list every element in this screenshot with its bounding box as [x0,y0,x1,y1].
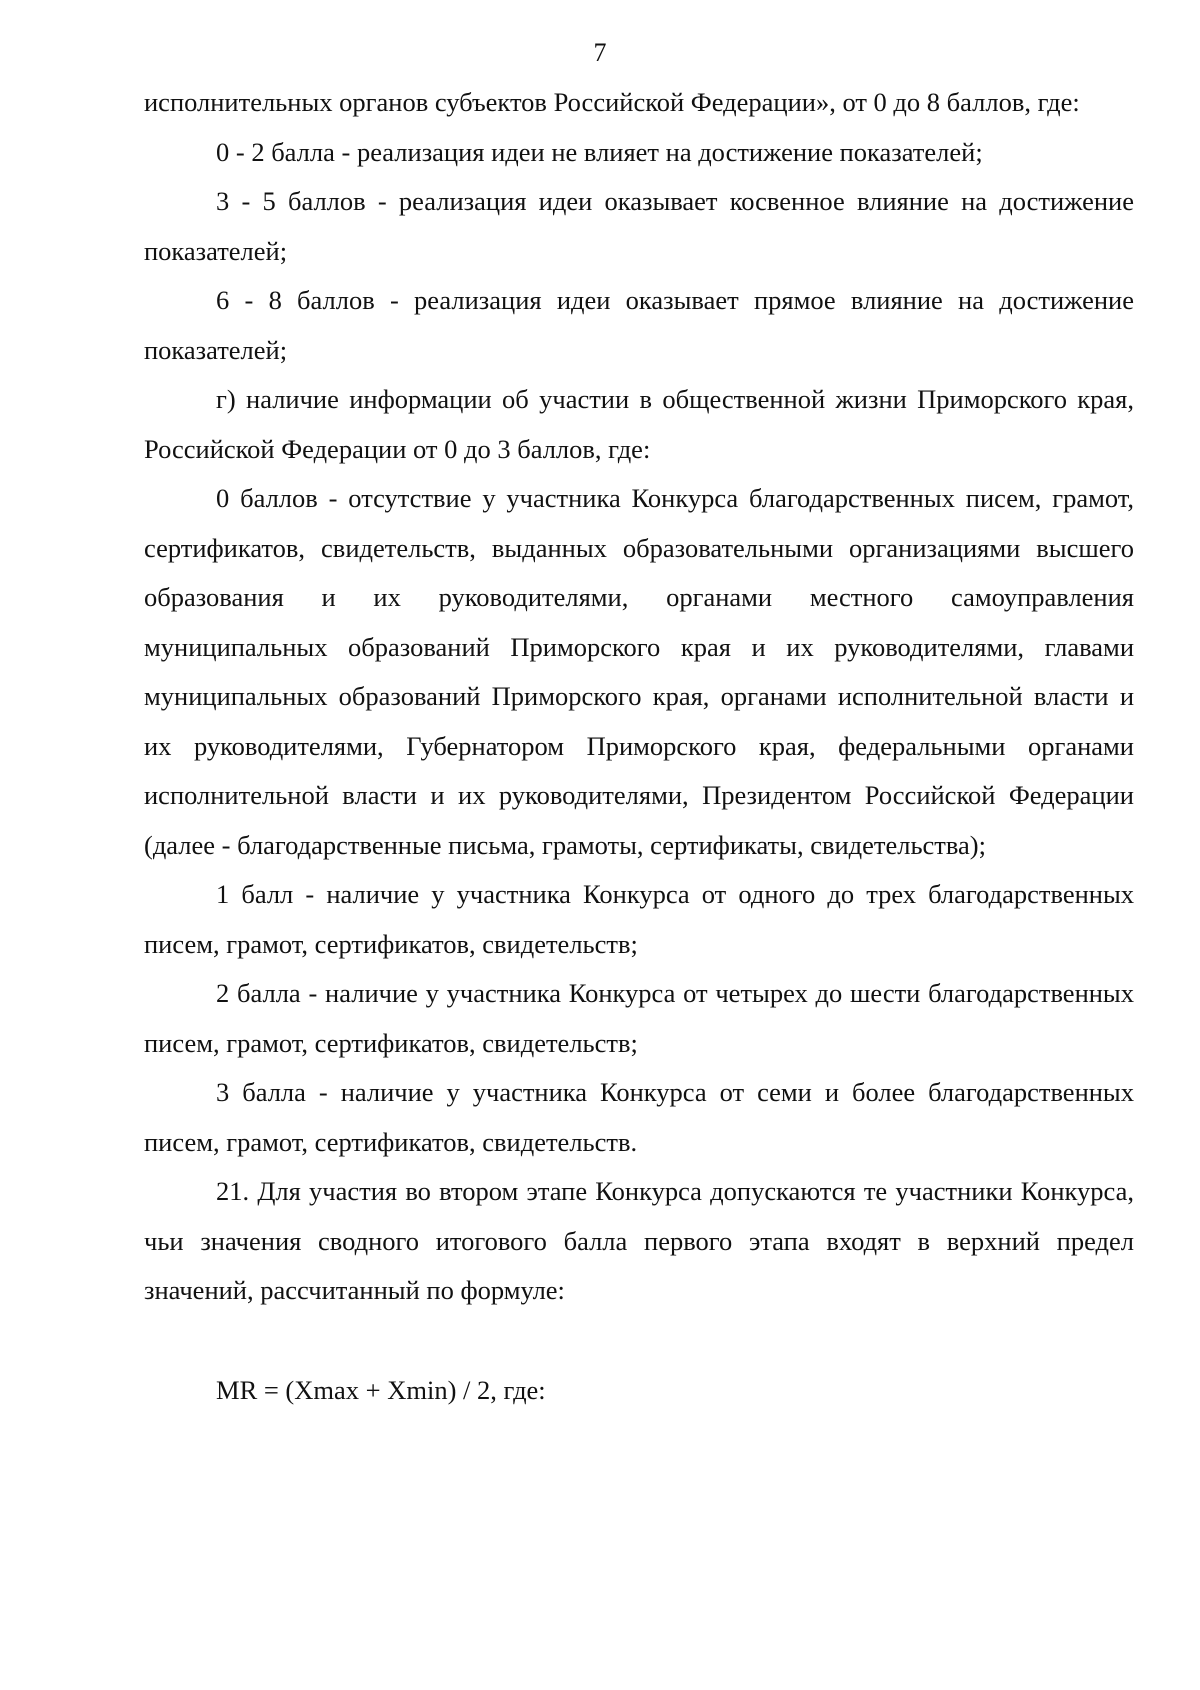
page-number: 7 [593,38,607,67]
paragraph-score-3-5: 3 - 5 баллов - реализация идеи оказывает косвенное влияние на достижение показателей; [144,186,1134,266]
paragraph-score-0-2: 0 - 2 балла - реализация идеи не влияет на достижение показателей; [216,136,983,167]
paragraph-item-g: г) наличие информации об участии в общественной жизни Приморского края, Российской Федерации от 0 до 3 баллов, где: [144,384,1134,464]
formula: MR = (Xmax + Xmin) / 2, где: [216,1374,546,1405]
paragraph-zero-points: 0 баллов - отсутствие у участника Конкурса благодарственных писем, грамот, сертификатов, свидетельств, выданных образовательными организациями высшего образования и их руководителями, органами местного самоуправления муниципальных образований Приморского края и их руководителями, главами муниципальных образований Приморского края, органами исполнительной власти и их руководителями, Губернатором Приморского края, федеральными органами исполнительной власти и их руководителями, Президентом Российской Федерации (далее - благодарственные письма, грамоты, сертификаты, свидетельства); [144,483,1134,860]
paragraph-score-6-8: 6 - 8 баллов - реализация идеи оказывает прямое влияние на достижение показателей; [144,285,1134,365]
paragraph-three-points: 3 балла - наличие у участника Конкурса от семи и более благодарственных писем, грамот, сертификатов, свидетельств. [144,1077,1134,1157]
paragraph-one-point: 1 балл - наличие у участника Конкурса от одного до трех благодарственных писем, грамот, сертификатов, свидетельств; [144,879,1134,959]
paragraph-two-points: 2 балла - наличие у участника Конкурса от четырех до шести благодарственных писем, грамот, сертификатов, свидетельств; [144,978,1134,1058]
document-body [144,78,1134,1415]
paragraph-continuation: исполнительных органов субъектов Российской Федерации», от 0 до 8 баллов, где: [144,87,1080,117]
paragraph-section-21: 21. Для участия во втором этапе Конкурса допускаются те участники Конкурса, чьи значения сводного итогового балла первого этапа входят в верхний предел значений, рассчитанный по формуле: [144,1176,1134,1305]
